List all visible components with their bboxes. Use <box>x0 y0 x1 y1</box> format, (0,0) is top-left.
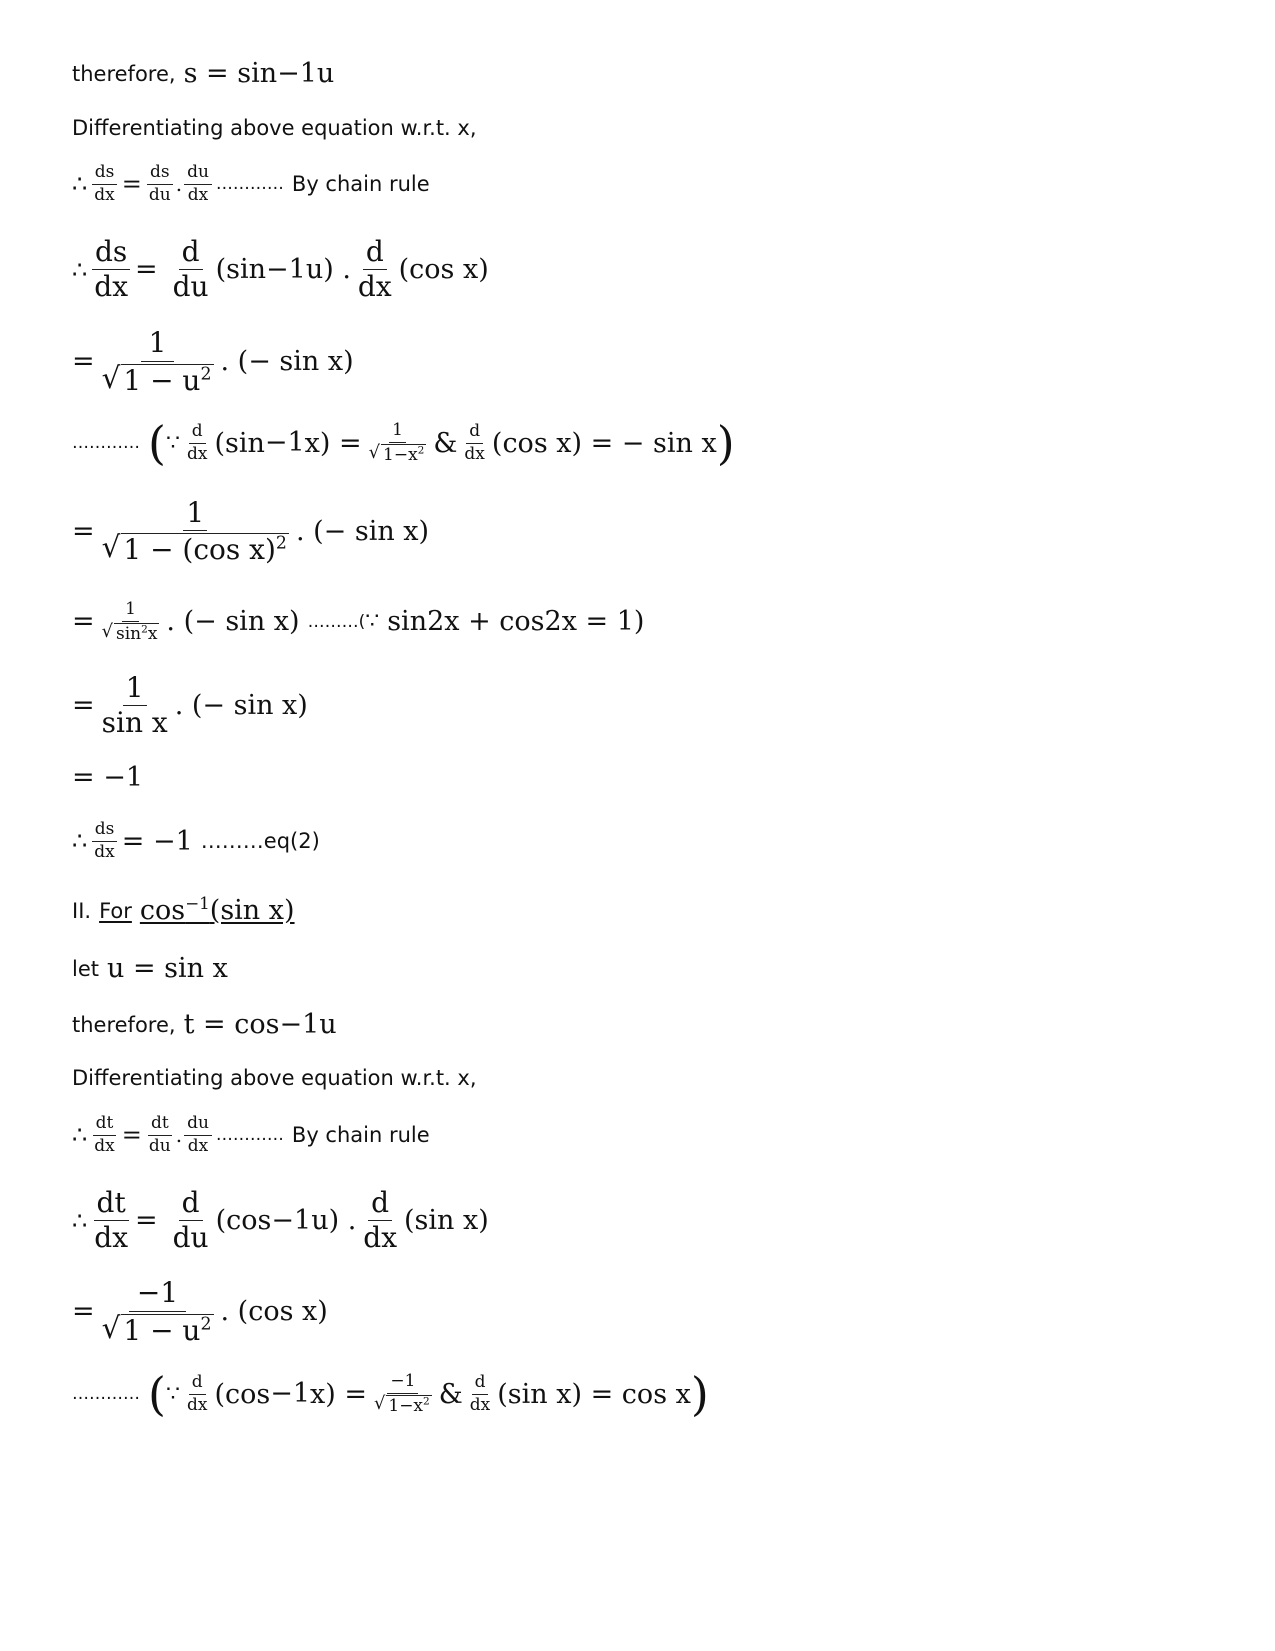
numerator: ds <box>92 163 118 185</box>
numerator: d <box>179 236 203 270</box>
expr-neg-sin-x: . (− sin x) <box>295 515 430 547</box>
step-substitute-cos-x <box>72 497 429 566</box>
denominator: dx <box>94 270 128 304</box>
equals-sign: = <box>72 346 95 378</box>
radicand-exponent: 2 <box>200 364 212 385</box>
fraction-d-dx <box>184 422 210 464</box>
numerator: d <box>368 1187 392 1221</box>
fraction-dt-dx <box>91 1114 117 1156</box>
open-paren: ( <box>148 1367 166 1421</box>
sqrt-icon: √ <box>101 620 113 642</box>
equals-sign: = <box>72 606 95 638</box>
dot-operator: . <box>175 1123 183 1148</box>
sqrt-icon: √ <box>101 530 121 565</box>
dot-operator: . <box>175 172 183 197</box>
because-symbol: ∵ <box>365 609 380 635</box>
leader-dots: ………… <box>72 1384 140 1404</box>
expr-arcsin-u-a: (sin <box>215 254 267 286</box>
fraction-d-dx <box>461 422 487 464</box>
eq-label: ………eq(2) <box>200 829 320 854</box>
fraction-d-dx <box>360 1187 400 1254</box>
fraction-1-over-sqrt-1-x2 <box>366 421 430 464</box>
fraction-ds-du <box>146 163 174 205</box>
justification-derivatives-2: ………… ( ∵ $\frac{d}{dx}$ (cos −1 x) = −1 √ $1-x^2$ & $\frac{d}{dx}$ (sin x) = cos x ) <box>72 1367 709 1421</box>
expr-arccos-u-b: u) . <box>311 1205 357 1237</box>
fraction-ds-dx <box>91 236 131 303</box>
denominator: dx <box>464 443 485 464</box>
math-t-equals-cos: t = cos <box>183 1009 280 1040</box>
equals-sign: = <box>121 1121 142 1150</box>
close-paren: ) <box>716 416 735 470</box>
expr-arccos-x-b: x) = <box>310 1378 367 1410</box>
therefore-symbol: ∴ <box>72 827 88 856</box>
numerator: ds <box>147 163 173 185</box>
denominator <box>99 362 217 397</box>
denominator: dx <box>187 1135 209 1156</box>
heading-arccos <box>139 892 295 926</box>
fraction-1-over-sin-x <box>99 672 171 739</box>
expr-arcsin-x-b: x) = <box>304 427 362 459</box>
fraction-du-dx <box>184 163 212 205</box>
therefore-symbol: ∴ <box>72 170 88 199</box>
fn-cos: cos <box>139 895 186 926</box>
denominator <box>99 1312 217 1347</box>
radicand: 1−x <box>388 1395 424 1416</box>
equals-sign: = <box>72 515 95 547</box>
section-numeral: II. <box>72 898 92 923</box>
leader-dots: ………… <box>215 1125 284 1146</box>
expr-arccos-x-a: (cos <box>214 1378 271 1410</box>
result-minus-one: = −1 <box>72 762 144 793</box>
step-one-over-sin-x <box>72 672 308 739</box>
step-neg-one-over-sqrt-1-u2 <box>72 1277 328 1347</box>
numerator: d <box>179 1187 203 1221</box>
fn-arg: (sin x) <box>209 895 295 926</box>
note-chain-rule: By chain rule <box>291 1123 430 1148</box>
equation-2 <box>72 820 320 862</box>
justification-derivatives-1: ………… ( ∵ $\frac{d}{dx}$ (sin −1 x) = 1 √ $1-x^2$ & $\frac{d}{dx}$ (cos x) = − sin x ) <box>72 416 735 470</box>
text-therefore: therefore, <box>72 1012 176 1037</box>
fraction-d-dx <box>355 236 395 303</box>
expr-minus-one: = −1 <box>121 825 193 857</box>
denominator <box>99 622 163 644</box>
expr-sin-x: (sin x) <box>404 1205 489 1237</box>
sqrt-icon: √ <box>374 1392 386 1414</box>
numerator: 1 <box>389 421 406 443</box>
therefore-symbol: ∴ <box>72 255 88 284</box>
denominator: dx <box>94 841 115 862</box>
radicand-tail: x <box>147 623 158 644</box>
text-differentiating: Differentiating above equation w.r.t. x, <box>72 116 477 140</box>
radicand-exponent: 2 <box>423 1395 430 1408</box>
radicand: 1 − (cos x) <box>123 533 276 567</box>
math-superscript: −1 <box>185 892 210 913</box>
derivative-expansion-t: ∴ $\frac{dt}{dx}$ = $\frac{d}{du}$ (cos −1 u) . $\frac{d}{dx}$ (sin x) <box>72 1186 489 1255</box>
numerator: dt <box>148 1114 172 1136</box>
expr-arcsin-u-b: u) . <box>305 254 351 286</box>
numerator: ds <box>92 236 130 270</box>
expr-neg-sin-x: . (− sin x) <box>220 346 354 378</box>
denominator: du <box>172 1221 209 1255</box>
fraction-ds-dx <box>91 163 117 205</box>
fraction-1-over-sqrt <box>99 327 217 397</box>
expr-cos-x: . (cos x) <box>220 1296 328 1328</box>
fraction-d-du <box>170 236 212 303</box>
step-one-over-sqrt-1-u2 <box>72 327 354 397</box>
fraction-dt-du <box>146 1114 174 1156</box>
expr-arcsin-x-a: (sin <box>214 427 265 459</box>
let-u-equals-sin-x <box>72 953 228 984</box>
numerator: du <box>184 163 212 185</box>
numerator: 1 <box>141 327 175 362</box>
section-ii-heading <box>72 892 295 926</box>
fraction-neg-1-over-sqrt <box>99 1277 217 1347</box>
denominator: du <box>148 1135 171 1156</box>
numerator: ds <box>92 820 118 842</box>
open-paren: ( <box>148 416 166 470</box>
denominator: dx <box>469 1394 491 1415</box>
close-paren: ) <box>690 1367 709 1421</box>
denominator: dx <box>94 1221 128 1255</box>
numerator: −1 <box>387 1372 418 1394</box>
equals-sign: = <box>72 1296 95 1328</box>
statement-s-equals-arcsin-u: therefore, s = sin −1 u <box>72 57 335 89</box>
denominator: du <box>148 184 171 205</box>
expr-arccos-u-a: (cos <box>215 1205 272 1237</box>
numerator: d <box>189 422 206 444</box>
statement-t-equals-arccos-u: therefore, t = cos −1 u <box>72 1008 337 1040</box>
math-u: u <box>316 58 335 89</box>
step-pythagorean-identity: = 1 √ $\sin^2x$ . (− sin x) ………( ∵ sin 2 x + cos 2 x = 1) <box>72 599 645 644</box>
expr-neg-sin-x: . (− sin x) <box>174 690 308 722</box>
identity-c: x = 1) <box>561 606 645 638</box>
radicand: 1 − u <box>123 1314 201 1348</box>
math-s-equals-sin: s = sin <box>183 58 278 89</box>
sqrt-icon: √ <box>368 441 381 463</box>
denominator <box>366 443 430 465</box>
denominator: dx <box>186 443 208 464</box>
numerator: 1 <box>122 600 139 622</box>
denominator: du <box>172 270 209 304</box>
numerator: d <box>466 422 483 444</box>
expr-neg-sin-x: . (− sin x) <box>166 606 300 638</box>
fraction-neg-1-over-sqrt-1-x2 <box>371 1372 435 1415</box>
equals-sign: = <box>121 170 142 199</box>
text-let: let <box>72 956 99 981</box>
equals-sign: = <box>135 254 158 286</box>
expr-sin-derivative: (sin x) = cos x <box>497 1378 691 1410</box>
radicand-exponent: 2 <box>417 444 425 457</box>
derivative-expansion-s: ∴ $\frac{ds}{dx}$ = $\frac{d}{du}$ (sin −1 u) . $\frac{d}{dx}$ (cos x) <box>72 235 489 304</box>
because-symbol: ∵ <box>165 430 180 456</box>
fraction-ds-dx <box>91 820 117 862</box>
radicand-exponent: 2 <box>141 623 148 636</box>
denominator: dx <box>363 1221 397 1255</box>
fraction-1-over-sqrt <box>99 497 292 566</box>
text-differentiating: Differentiating above equation w.r.t. x, <box>72 1066 477 1090</box>
denominator <box>371 1394 435 1416</box>
therefore-symbol: ∴ <box>72 1206 88 1235</box>
therefore-symbol: ∴ <box>72 1121 88 1150</box>
expr-cos-derivative: (cos x) = − sin x <box>491 427 717 459</box>
numerator: d <box>472 1373 489 1395</box>
sqrt-icon: √ <box>101 1311 121 1346</box>
numerator: 1 <box>183 497 207 531</box>
math-u-equals-sin-x: u = sin x <box>107 953 228 984</box>
denominator: dx <box>94 1135 115 1156</box>
denominator: dx <box>187 184 209 205</box>
chain-rule-ds-dx <box>72 163 430 205</box>
chain-rule-dt-dx <box>72 1114 430 1156</box>
numerator: 1 <box>123 672 147 706</box>
fraction-dt-dx <box>91 1187 131 1254</box>
ampersand: & <box>438 1378 463 1410</box>
radicand-exponent: 2 <box>200 1314 212 1335</box>
numerator: −1 <box>129 1277 186 1312</box>
radicand: sin <box>116 623 142 644</box>
identity-b: x + cos <box>444 606 545 638</box>
fraction-du-dx <box>184 1114 212 1156</box>
fraction-d-du <box>170 1187 212 1254</box>
identity-a: sin <box>387 606 428 638</box>
radicand: 1−x <box>383 444 418 465</box>
denominator: dx <box>357 270 392 304</box>
text-for: For <box>99 898 132 923</box>
text-therefore: therefore, <box>72 61 176 86</box>
leader-dots: ………… <box>72 433 140 453</box>
equals-sign: = <box>72 690 95 722</box>
denominator <box>99 531 292 566</box>
numerator: dt <box>93 1114 117 1136</box>
fraction-d-dx <box>184 1373 210 1415</box>
leader-dots: ………… <box>215 174 284 195</box>
equals-sign: = <box>135 1205 158 1237</box>
expr-cos-x: (cos x) <box>398 254 489 286</box>
numerator: du <box>184 1114 212 1136</box>
denominator: dx <box>94 184 115 205</box>
leader-dots: ………( <box>307 611 366 632</box>
because-symbol: ∵ <box>165 1381 180 1407</box>
sqrt-icon: √ <box>101 361 121 396</box>
numerator: d <box>363 236 387 270</box>
denominator: sin x <box>101 706 168 740</box>
fraction-1-over-sqrt-sin2x <box>99 600 163 643</box>
ampersand: & <box>433 427 458 459</box>
math-u: u <box>319 1009 337 1040</box>
radicand: 1 − u <box>123 364 201 398</box>
numerator: dt <box>94 1187 129 1221</box>
numerator: d <box>189 1373 206 1395</box>
radicand-exponent: 2 <box>275 533 287 554</box>
fraction-d-dx <box>467 1373 493 1415</box>
note-chain-rule: By chain rule <box>291 172 430 197</box>
denominator: dx <box>186 1394 208 1415</box>
